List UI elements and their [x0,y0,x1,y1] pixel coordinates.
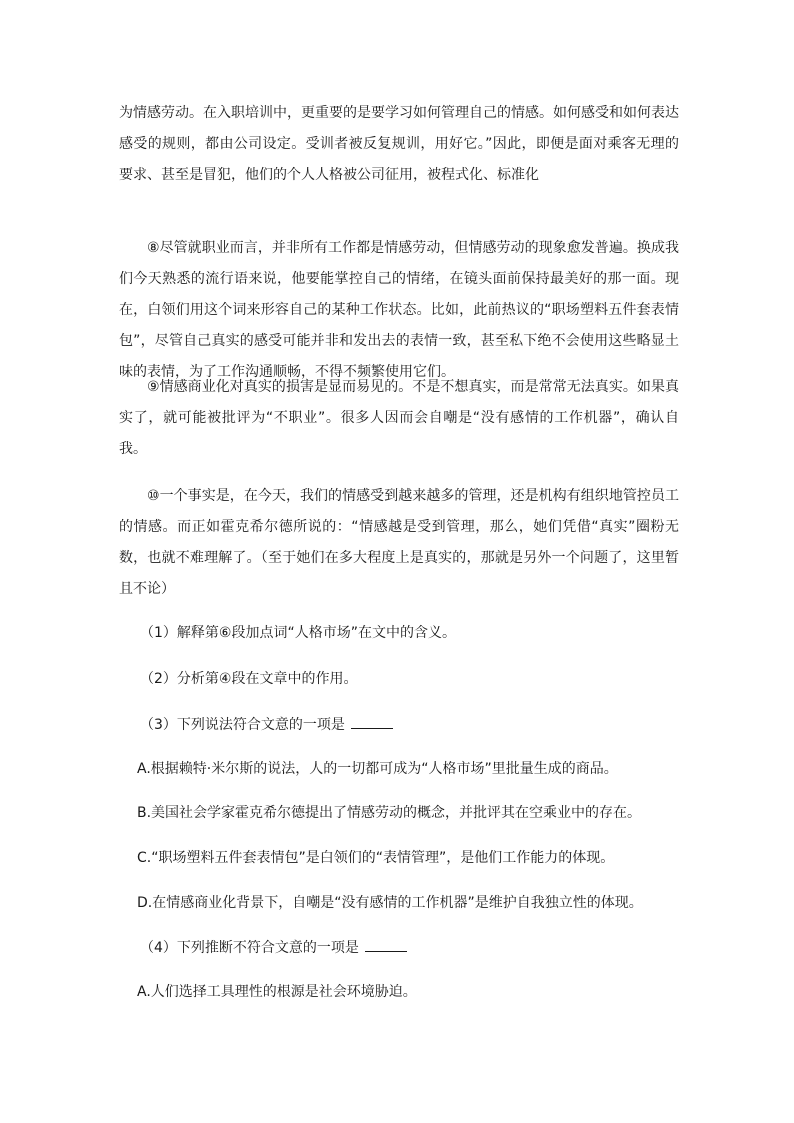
question-3-option-d: D.在情感商业化背景下，自嘲是“没有感情的工作机器”是维护自我独立性的体现。 [137,895,643,911]
question-3-option-a: A.根据赖特·米尔斯的说法，人的一切都可成为“人格市场”里批量生成的商品。 [137,761,618,777]
answer-blank[interactable] [365,937,407,952]
paragraph-8: ⑧尽管就职业而言，并非所有工作都是情感劳动，但情感劳动的现象愈发普遍。换成我们今天熟悉的流行语来说，他要能掌控自己的情绪，在镜头面前保持最美好的那一面。现在，白领们用这个词来形容自己的某种工作状态。比如，此前热议的“职场塑料五件套表情包”，尽管自己真实的感受可能并非和发出去的表情一致，甚至私下绝不会使用这些略显土味的表情，为了工作沟通顺畅，不得不频繁使用它们。 [119,240,679,380]
question-3-option-c: C.“职场塑料五件套表情包”是白领们的“表情管理”，是他们工作能力的体现。 [137,850,615,866]
question-3 [140,714,393,735]
paragraph-continued: 为情感劳动。在入职培训中，更重要的是要学习如何管理自己的情感。如何感受和如何表达感受的规则，都由公司设定。受训者被反复规训，用好它。”因此，即便是面对乘客无理的要求、甚至是冒犯，他们的个人人格被公司征用，被程式化、标准化 [119,105,679,183]
question-3-text: （3）下列说法符合文意的一项是 [140,717,345,733]
question-3-option-b: B.美国社会学家霍克希尔德提出了情感劳动的概念，并批评其在空乘业中的存在。 [137,805,642,821]
question-4-text: （4）下列推断不符合文意的一项是 [140,940,359,956]
paragraph-9: ⑨情感商业化对真实的损害是显而易见的。不是不想真实，而是常常无法真实。如果真实了，就可能被批评为“不职业”。很多人因而会自嘲是“没有感情的工作机器”，确认自我。 [119,379,679,457]
answer-blank[interactable] [351,714,393,729]
question-2: （2）分析第④段在文章中的作用。 [140,671,358,687]
question-4-option-a: A.人们选择工具理性的根源是社会环境胁迫。 [137,984,417,1000]
question-1: （1）解释第⑥段加点词“人格市场”在文中的含义。 [140,625,456,641]
question-4 [140,937,407,958]
paragraph-10: ⑩一个事实是，在今天，我们的情感受到越来越多的管理，还是机构有组织地管控员工的情感。而正如霍克希尔德所说的：“情感越是受到管理，那么，她们凭借“真实”圈粉无数，也就不难理解了。（至于她们在多大程度上是真实的，那就是另外一个问题了，这里暂且不论） [119,488,679,597]
